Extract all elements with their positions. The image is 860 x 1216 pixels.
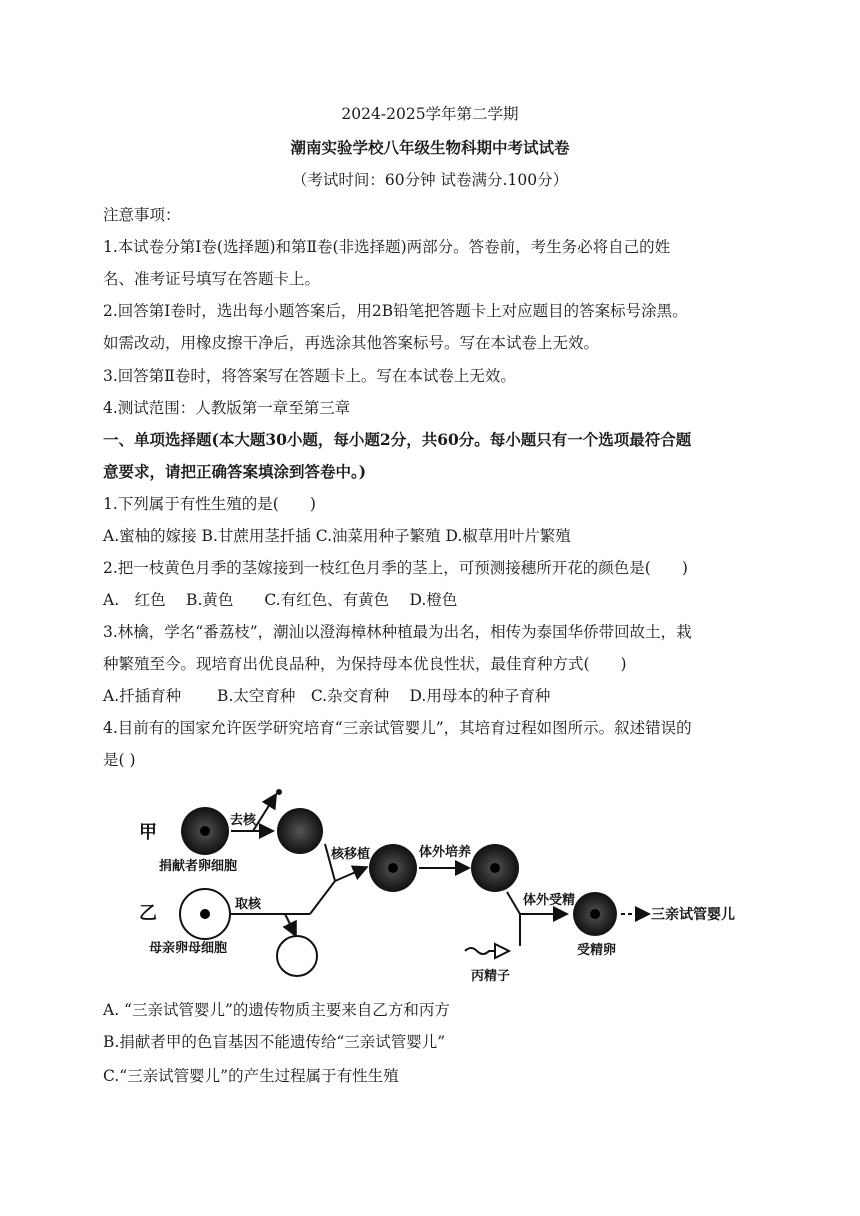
question-3-stem: 种繁殖至今。现培育出优良品种，为保持母本优良性状，最佳育种方式( )	[103, 655, 627, 673]
note-line: 2.回答第Ⅰ卷时，选出每小题答案后，用2B铅笔把答题卡上对应题目的答案标号涂黑。	[103, 302, 688, 320]
question-3-options: A.扦插育种 B.太空育种 C.杂交育种 D.用母本的种子育种	[103, 687, 551, 705]
removed-nucleus	[276, 789, 282, 795]
mother-label: 母亲卵母细胞	[149, 941, 228, 956]
note-line: 4.测试范围：人教版第一章至第三章	[103, 399, 351, 417]
donor-nucleus	[200, 826, 210, 836]
step-culture: 体外培养	[419, 845, 472, 860]
exam-subtitle: （考试时间：60分钟 试卷满分.100分）	[291, 171, 569, 189]
step-take-nucleus: 取核	[235, 897, 262, 912]
three-parent-ivf-diagram	[135, 786, 735, 986]
question-3-stem: 3.林檎，学名“番荔枝”，潮汕以澄海樟林种植最为出名，相传为泰国华侨带回故土，栽	[103, 623, 692, 641]
sperm-label: 丙精子	[471, 969, 511, 984]
note-line: 名、准考证号填写在答题卡上。	[103, 270, 321, 288]
section-heading: 意要求，请把正确答案填涂到答卷中。)	[103, 462, 367, 481]
step-transplant: 核移植	[331, 847, 371, 862]
question-1-stem: 1.下列属于有性生殖的是( )	[103, 495, 316, 513]
arrow-transplant	[335, 868, 365, 881]
exam-title: 潮南实验学校八年级生物科期中考试试卷	[290, 138, 570, 157]
cultured-nucleus	[490, 863, 500, 873]
notes-heading: 注意事项：	[103, 206, 181, 224]
result-label: 三亲试管婴儿	[651, 907, 735, 923]
zygote-label: 受精卵	[577, 943, 617, 958]
label-yi: 乙	[139, 903, 157, 924]
question-4-option-b: B.捐献者甲的色盲基因不能遗传给“三亲试管婴儿”	[103, 1033, 446, 1051]
reconstructed-nucleus	[388, 863, 398, 873]
enucleated-egg-cell	[277, 808, 323, 854]
section-heading: 一、单项选择题(本大题30小题，每小题2分，共60分。每小题只有一个选项最符合题	[103, 430, 692, 449]
note-line: 1.本试卷分第Ⅰ卷(选择题)和第Ⅱ卷(非选择题)两部分。答卷前，考生务必将自己的姓	[103, 238, 671, 256]
question-4-option-a: A. “三亲试管婴儿”的遗传物质主要来自乙方和丙方	[103, 1001, 450, 1019]
sperm-head	[495, 944, 509, 958]
donor-label: 捐献者卵细胞	[159, 859, 238, 874]
merge-line	[310, 881, 335, 914]
question-4-stem: 4.目前有的国家允许医学研究培育“三亲试管婴儿”，其培育过程如图所示。叙述错误的	[103, 719, 692, 737]
note-line: 如需改动，用橡皮擦干净后，再选涂其他答案标号。写在本试卷上无效。	[103, 334, 600, 352]
arrow-nucleus-out	[253, 796, 275, 831]
arrow-to-empty-cell	[285, 914, 295, 934]
question-2-stem: 2.把一枝黄色月季的茎嫁接到一枝红色月季的茎上，可预测接穗所开花的颜色是( )	[103, 559, 688, 577]
term-line: 2024-2025学年第二学期	[341, 105, 519, 123]
empty-cell	[277, 936, 317, 976]
label-jia: 甲	[139, 822, 157, 843]
zygote-nucleus	[590, 909, 600, 919]
sperm-tail	[465, 948, 495, 954]
question-1-options: A.蜜柚的嫁接 B.甘蔗用茎扦插 C.油菜用种子繁殖 D.椒草用叶片繁殖	[103, 527, 571, 545]
question-4-stem: 是( )	[103, 751, 136, 769]
question-4-option-c: C.“三亲试管婴儿”的产生过程属于有性生殖	[103, 1067, 399, 1085]
question-2-options: A. 红色 B.黄色 C.有红色、有黄色 D.橙色	[103, 591, 458, 609]
merge-line	[507, 892, 520, 914]
step-remove-nucleus: 去核	[230, 813, 257, 828]
mother-nucleus	[200, 909, 210, 919]
note-line: 3.回答第Ⅱ卷时，将答案写在答题卡上。写在本试卷上无效。	[103, 367, 516, 385]
step-fertilize: 体外受精	[523, 893, 576, 908]
